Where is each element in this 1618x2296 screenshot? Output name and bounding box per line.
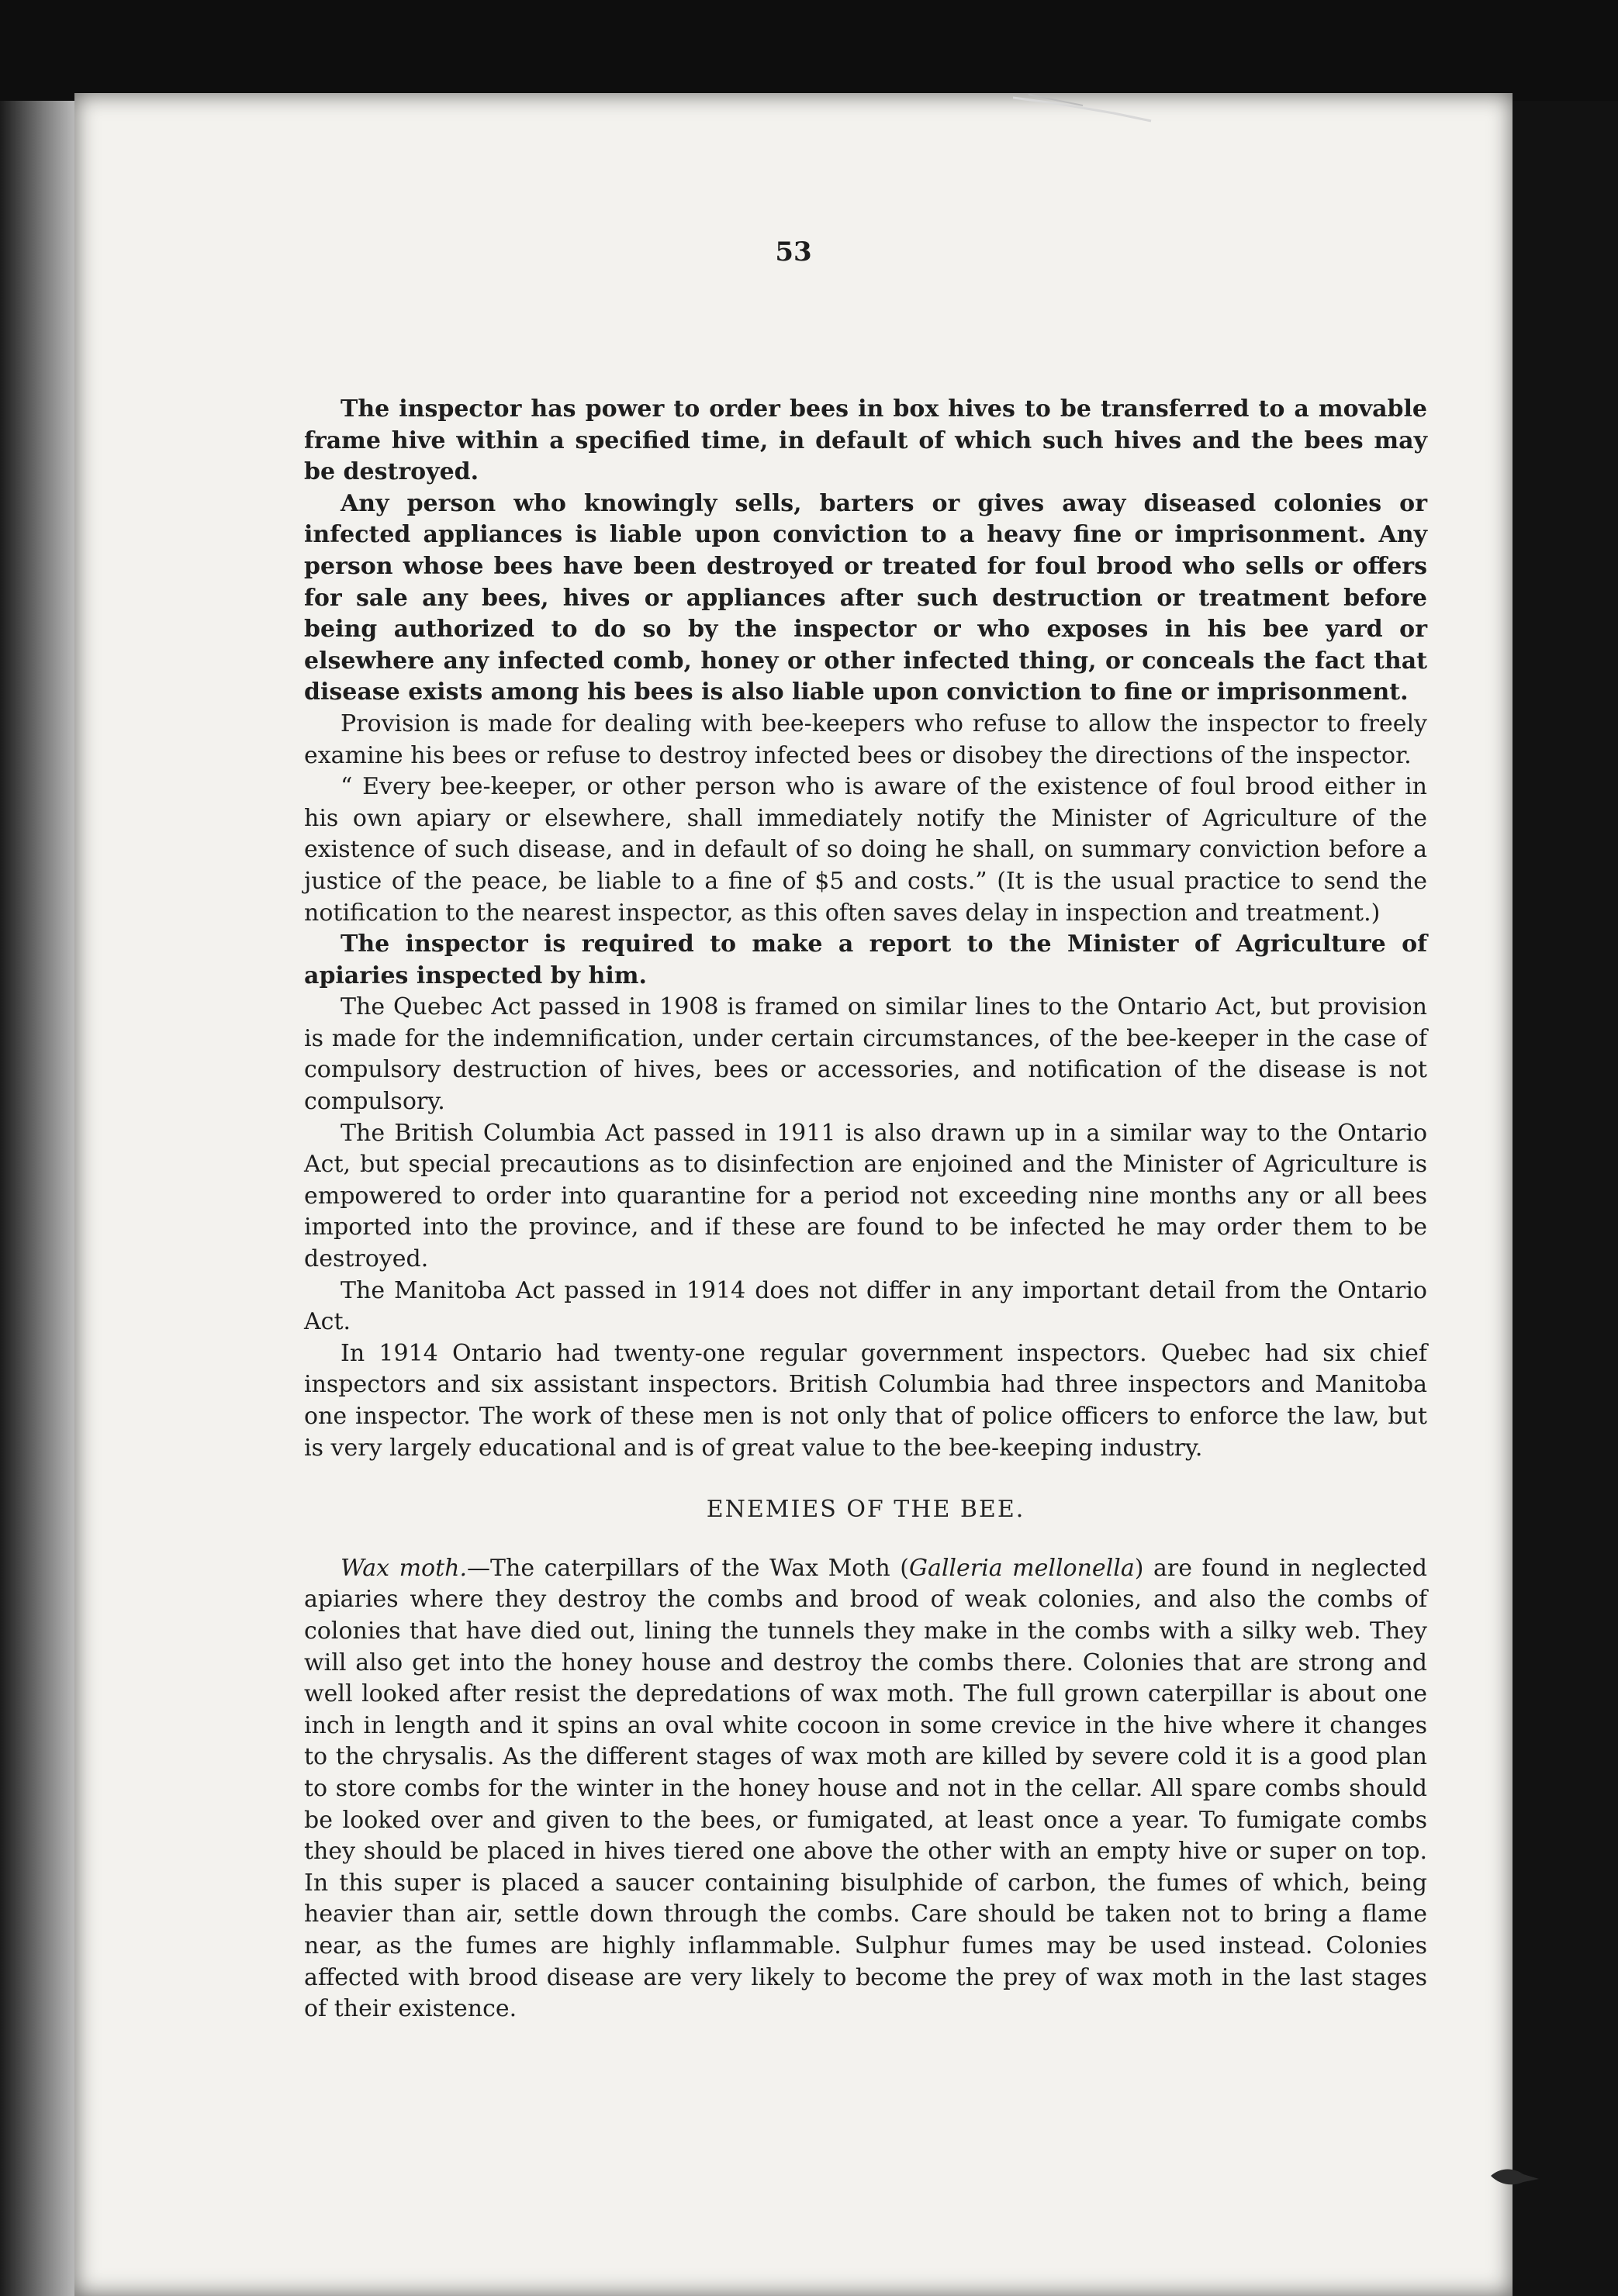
- page-number: 53: [775, 237, 812, 268]
- paragraph-wax-moth: [304, 1553, 1427, 2025]
- paragraph-inspectors-1914: In 1914 Ontario had twenty-one regular government inspectors. Quebec had six chief inspectors and six assistant inspectors. British Columbia had three inspectors and Manitoba one inspector. The work of these men is not only that of police officers to enforce the law, but is very largely educational and is of great value to the bee-keeping industry.: [304, 1339, 1427, 1462]
- paragraph-penalties: Any person who knowingly sells, barters or gives away diseased colonies or infected appliances is liable upon conviction to a heavy fine or imprisonment. Any person whose bees have been destroyed or treated for foul brood who sells or offers for sale any bees, hives or appliances after such destruction or treatment before being authorized to do so by the inspector or who exposes in his bee yard or elsewhere any infected comb, honey or other infected thing, or conceals the fact that disease exists among his bees is also liable upon conviction to fine or imprisonment.: [304, 489, 1427, 706]
- section-heading: ENEMIES OF THE BEE.: [706, 1496, 1025, 1524]
- book-page: [74, 93, 1513, 2296]
- paragraph-british-columbia-act: The British Columbia Act passed in 1911 is also drawn up in a similar way to the Ontario Act, but special precautions as to disinfection are enjoined and the Minister of Agriculture is empowered to order into quarantine for a period not exceeding nine months any or all bees imported into the province, and if these are found to be infected he may order them to be destroyed.: [304, 1119, 1427, 1273]
- scan-scratch-mark: [1013, 93, 1153, 124]
- wax-moth-text-rest: ) are found in neglected apiaries where they destroy the combs and brood of weak colonies, and also the combs of colonies that have died out, lining the tunnels they make in the combs with a silky web. They will also get into the honey house and destroy the combs there. Colonies that are strong and well looked after resist the depredations of wax moth. The full grown caterpillar is about one inch in length and it spins an oval white cocoon in some crevice in the hive where it changes to the chrysalis. As the different stages of wax moth are killed by severe cold it is a good plan to store combs for the winter in the honey house and not in the cellar. All spare combs should be looked over and given to the bees, or fumigated, at least once a year. To fumigate combs they should be placed in hives tiered one above the other with an empty hive or super on top. In this super is placed a saucer containing bisulphide of carbon, the fumes of which, being heavier than air, settle down through the combs. Care should be taken not to bring a flame near, as the fumes are highly inflammable. Sulphur fumes may be used instead. Colonies affected with brood disease are very likely to become the prey of wax moth in the last stages of their existence.: [304, 1554, 1427, 2023]
- em-dash: —: [467, 1554, 490, 1582]
- page-body: [304, 394, 1427, 2025]
- paragraph-manitoba-act: The Manitoba Act passed in 1914 does not differ in any important detail from the Ontario Act.: [304, 1276, 1427, 1336]
- paragraph-notification: “ Every bee-keeper, or other person who is aware of the existence of foul brood either in his own apiary or elsewhere, shall immediately notify the Minister of Agriculture of the existence of such disease, and in default of so doing he shall, on summary conviction before a justice of the peace, be liable to a fine of $5 and costs.” (It is the usual practice to send the notification to the nearest inspector, as this often saves delay in inspection and treatment.): [304, 773, 1427, 927]
- paragraph-box-hives: The inspector has power to order bees in box hives to be transferred to a movable frame hive within a specified time, in default of which such hives and the bees may be destroyed.: [304, 395, 1427, 486]
- scan-top-border: [0, 0, 1618, 101]
- paragraph-report: The inspector is required to make a report to the Minister of Agriculture of apiaries inspected by him.: [304, 930, 1427, 989]
- facing-page-edge: [0, 101, 74, 2296]
- scan-corner-mark: [1488, 2160, 1542, 2191]
- paragraph-quebec-act: The Quebec Act passed in 1908 is framed on similar lines to the Ontario Act, but provision is made for the indemnification, under certain circumstances, of the bee-keeper in the case of compulsory destruction of hives, bees or accessories, and notification of the disease is not compulsory.: [304, 993, 1427, 1116]
- wax-moth-text-start: The caterpillars of the Wax Moth (: [490, 1554, 909, 1582]
- scan-right-border: [1513, 101, 1618, 2296]
- wax-moth-lead-in: Wax moth.: [341, 1554, 467, 1582]
- paragraph-refusal: Provision is made for dealing with bee-keepers who refuse to allow the inspector to freely examine his bees or refuse to destroy infected bees or disobey the directions of the inspector.: [304, 710, 1427, 769]
- binomial-name: Galleria mellonella: [908, 1554, 1135, 1582]
